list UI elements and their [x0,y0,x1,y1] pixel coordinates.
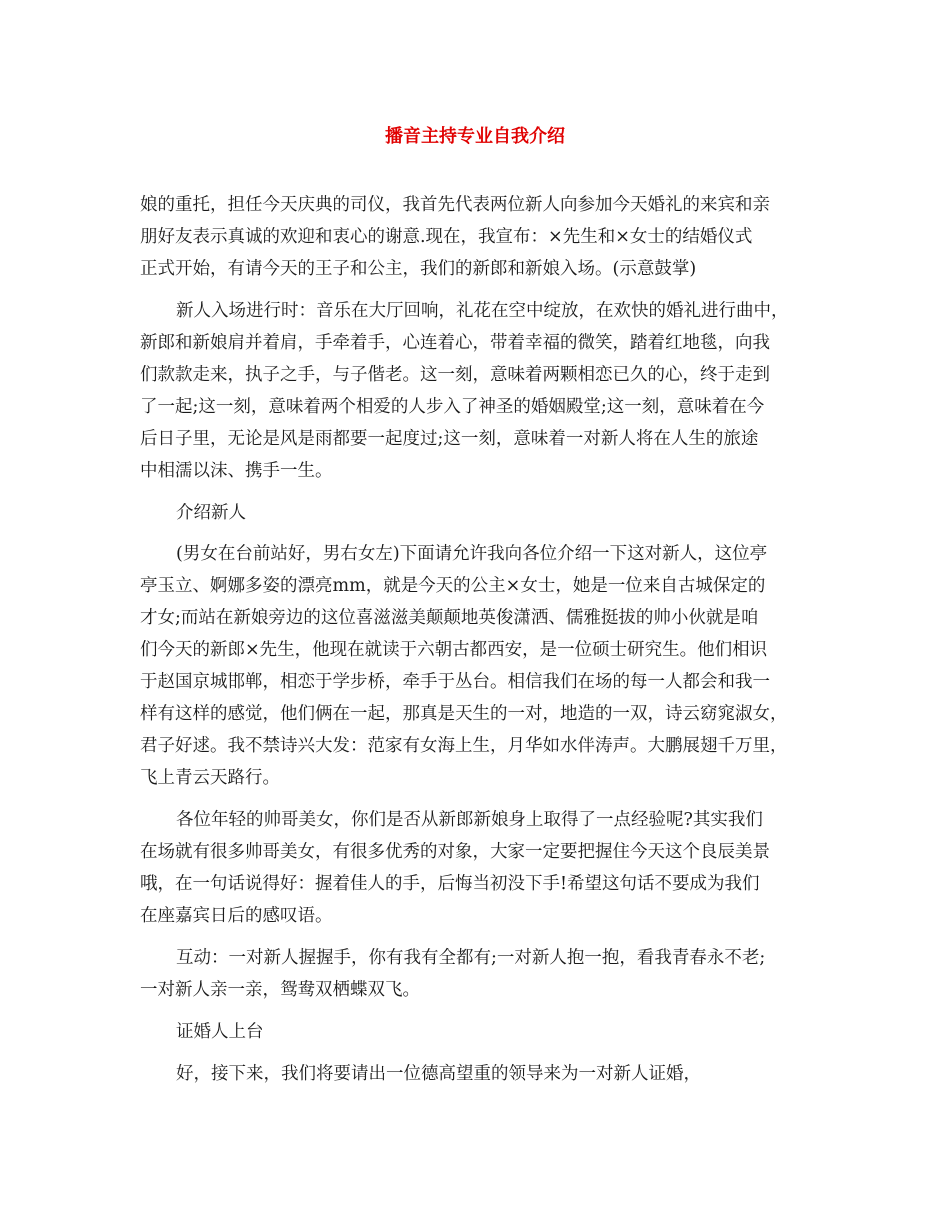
text-line: 样有这样的感觉，他们俩在一起，那真是天生的一对，地造的一双，诗云窈窕淑女， [140,704,788,724]
text-line: 们款款走来，执子之手，与子偕老。这一刻，意味着两颗相恋已久的心，终于走到 [140,365,770,385]
text-line: 娘的重托，担任今天庆典的司仪，我首先代表两位新人向参加今天婚礼的来宾和亲 [140,195,770,215]
text-line: 互动：一对新人握握手，你有我有全都有;一对新人抱一抱，看我青春永不老; [176,948,766,968]
section-heading: 证婚人上台 [176,1022,264,1042]
text-line: (男女在台前站好，男右女左)下面请允许我向各位介绍一下这对新人，这位亭 [176,544,768,564]
text-line: 才女;而站在新娘旁边的这位喜滋滋美颠颠地英俊潇洒、儒雅挺拔的帅小伙就是咱 [140,608,759,628]
text-line: 君子好逑。我不禁诗兴大发：范家有女海上生，月华如水伴涛声。大鹏展翅千万里， [140,736,788,756]
text-line: 中相濡以沫、携手一生。 [140,461,333,481]
text-line: 哦，在一句话说得好：握着佳人的手，后悔当初没下手!希望这句话不要成为我们 [140,874,760,894]
text-line: 后日子里，无论是风是雨都要一起度过;这一刻，意味着一对新人将在人生的旅途 [140,429,759,449]
section-heading: 介绍新人 [176,503,246,523]
text-line: 正式开始，有请今天的王子和公主，我们的新郎和新娘入场。(示意鼓掌) [140,259,697,279]
text-line: 于赵国京城邯郸，相恋于学步桥，牵手于丛台。相信我们在场的每一人都会和我一 [140,672,770,692]
text-line: 一对新人亲一亲，鸳鸯双栖蝶双飞。 [140,980,420,1000]
text-line: 各位年轻的帅哥美女，你们是否从新郎新娘身上取得了一点经验呢?其实我们 [176,810,763,830]
text-line: 朋好友表示真诚的欢迎和衷心的谢意.现在，我宣布：×先生和×女士的结婚仪式 [140,227,753,247]
document-title: 播音主持专业自我介绍 [385,126,565,147]
text-line: 好，接下来，我们将要请出一位德高望重的领导来为一对新人证婚， [176,1064,701,1084]
text-line: 新郎和新娘肩并着肩，手牵着手，心连着心，带着幸福的微笑，踏着红地毯，向我 [140,333,770,353]
text-line: 飞上青云天路行。 [140,768,280,788]
text-line: 了一起;这一刻，意味着两个相爱的人步入了神圣的婚姻殿堂;这一刻，意味着在今 [140,397,765,417]
text-line: 在座嘉宾日后的感叹语。 [140,906,333,926]
text-line: 新人入场进行时：音乐在大厅回响，礼花在空中绽放，在欢快的婚礼进行曲中， [176,301,789,321]
text-line: 在场就有很多帅哥美女，有很多优秀的对象，大家一定要把握住今天这个良辰美景 [140,842,770,862]
text-line: 亭玉立、婀娜多姿的漂亮mm，就是今天的公主×女士，她是一位来自古城保定的 [140,576,766,596]
text-line: 们今天的新郎×先生，他现在就读于六朝古都西安，是一位硕士研究生。他们相识 [140,640,768,660]
